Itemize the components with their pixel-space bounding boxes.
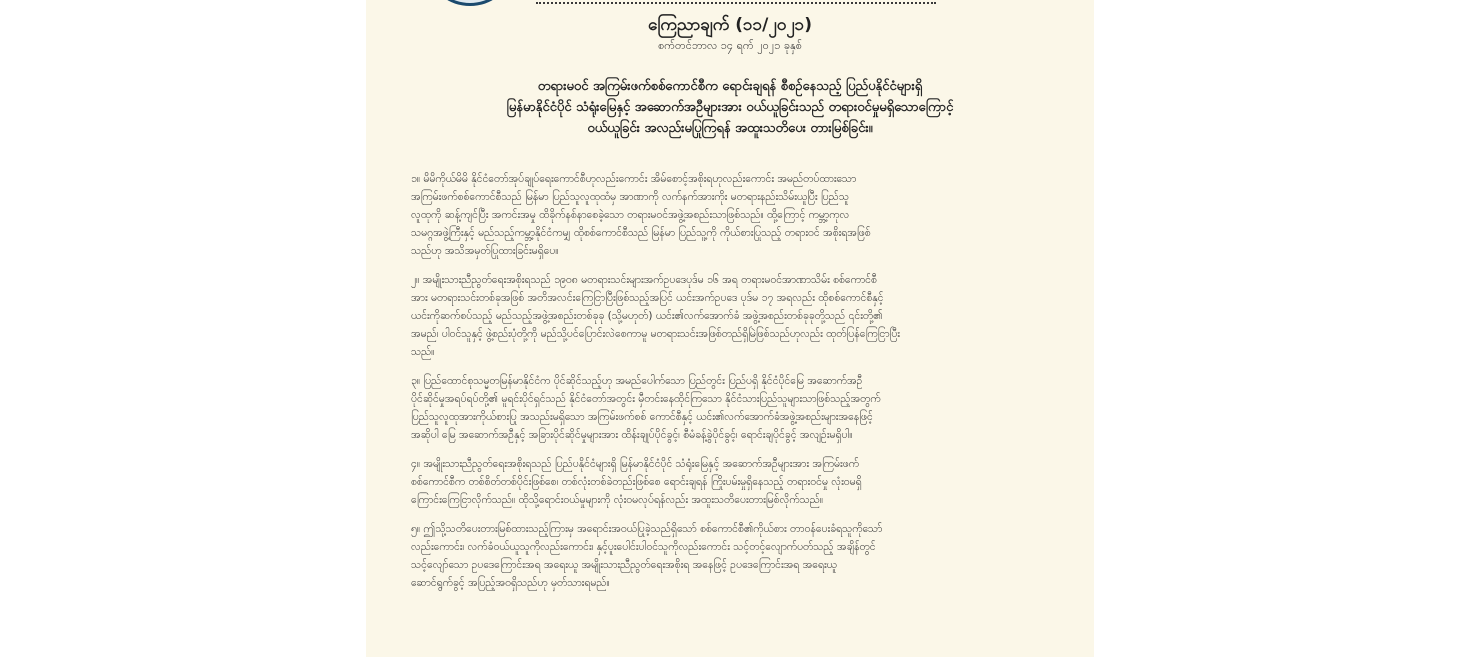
paragraph-line: အကြမ်းဖက်စစ်ကောင်စီသည် မြန်မာ ပြည်သူလူထုထံမှ အာဏာကို လက်နက်အားကိုး မတရားနည်းသိမ်းယူပြီး ပြည်သူ (411, 191, 849, 203)
paragraph-line: ကြောင်းကြေငြာလိုက်သည်။ ထိုသို့ရောင်းဝယ်မှုများကို လုံးဝမလုပ်ရန်လည်း အထူးသတိပေးတားမြစ်လိုက်သည်။ (411, 494, 824, 506)
paragraph-line: ၃။ ပြည်ထောင်စုသမ္မတမြန်မာနိုင်ငံက ပိုင်ဆိုင်သည့်ဟု အမည်ပေါက်သော ပြည်တွင်း ပြည်ပရှိ နိုင်ငံပိုင်မြေ အဆောက်အဦ (411, 375, 863, 387)
paragraph-line: သင့်လျော်သော ဥပဒေကြောင်းအရ အရေးယူ အမျိုးသားညီညွတ်ရေးအစိုးရ အနေဖြင့် ဥပဒေကြောင်းအရ အရေးယူ (411, 559, 837, 571)
headline-line: တရားမဝင် အကြမ်းဖက်စစ်ကောင်စီက ရောင်းချရန် စီစဉ်နေသည့် ပြည်ပနိုင်ငံများရှိ (537, 79, 923, 94)
paragraph-line: သမဂ္ဂအဖွဲ့ကြီးနှင့် မည်သည့်ကမ္ဘာ့နိုင်ငံကမျှ ထိုစစ်ကောင်စီသည် မြန်မာ ပြည်သူ့ကို ကိုယ်စားပြုသည့် တရားဝင် အစိုးရအဖြစ် (411, 227, 871, 239)
government-seal-icon (431, 0, 509, 6)
paragraph-line: ယင်းကိုဆက်စပ်သည့် မည်သည့်အဖွဲ့အစည်းတစ်ခုခု (သို့မဟုတ်) ယင်း၏လက်အောက်ခံ အဖွဲ့အစည်းတစ်ခုခုတို့သည် ၎င်းတို့၏ (411, 310, 883, 322)
paragraph-2 (411, 271, 1051, 361)
paragraph-4 (411, 455, 1051, 509)
document-page (366, 0, 1094, 657)
paragraph-line: ပိုင်ဆိုင်မှုအရပ်ရပ်တို့၏ မူရင်းပိုင်ရှင်သည် နိုင်ငံတော်အတွင်း မှီတင်းနေထိုင်ကြသော နိုင်ငံသားပြည်သူများသာဖြစ်သည့်အတွက် (411, 393, 881, 405)
paragraph-1 (411, 170, 1051, 260)
headline-line: မြန်မာနိုင်ငံပိုင် သံရုံးမြေနှင့် အဆောက်အဦများအား ဝယ်ယူခြင်းသည် တရားဝင်မှုမရှိသောကြောင့် (506, 100, 954, 115)
paragraph-line: အဆိုပါ မြေ အဆောက်အဦနှင့် အခြားပိုင်ဆိုင်မှုများအား ထိန်းချုပ်ပိုင်ခွင့်၊ စီမံခန့်ခွဲပိုင်ခွင့်၊ ရောင်းချပိုင်ခွင့် အလျဉ်းမရှိပါ။ (411, 429, 853, 441)
headline-line: ဝယ်ယူခြင်း အလည်းမပြုကြရန် အထူးသတိပေး တားမြစ်ခြင်း။ (587, 121, 873, 136)
paragraph-line: ၁။ မိမိကိုယ်မိမိ နိုင်ငံတော်အုပ်ချုပ်ရေးကောင်စီဟုလည်းကောင်း အိမ်စောင့်အစိုးရဟုလည်းကောင်း အမည်တပ်ထားသော (411, 173, 857, 185)
paragraph-line: အား မတရားသင်းတစ်ခုအဖြစ် အတိအလင်းကြေငြာပြီးဖြစ်သည့်အပြင် ယင်းအက်ဥပဒေ ပုဒ်မ ၁၇ အရလည်း ထိုစစ်ကောင်စီနှင့် (411, 292, 884, 304)
paragraph-line: စစ်ကောင်စီက တစ်စိတ်တစ်ပိုင်းဖြစ်စေ၊ တစ်လုံးတစ်ခဲတည်းဖြစ်စေ ရောင်းချရန် ကြိုးပမ်းမှုရှိနေသည့် တရားဝင်မှု လုံးဝမရှိ (411, 476, 862, 488)
paragraph-line: ၄။ အမျိုးသားညီညွတ်ရေးအစိုးရသည် ပြည်ပနိုင်ငံများရှိ မြန်မာနိုင်ငံပိုင် သံရုံးမြေနှင့် အဆောက်အဦများအား အကြမ်းဖက် (411, 458, 859, 470)
paragraph-line: သည်။ (411, 346, 435, 358)
paragraph-line: ပြည်သူလူထုအားကိုယ်စားပြု အသည်းမရှိသော အကြမ်းဖက်စစ် ကောင်စီနှင့် ယင်း၏လက်အောက်ခံအဖွဲ့အစည်းများအနေဖြင့် (411, 411, 873, 423)
paragraph-line: လည်းကောင်း၊ လက်ခံဝယ်ယူသူကိုလည်းကောင်း၊ နှင့်ပူးပေါင်းပါဝင်သူကိုလည်းကောင်း သင့်တင့်လျောက်ပတ်သည့် အချိန်တွင် (411, 541, 876, 553)
document-date: စက်တင်ဘာလ ၁၄ ရက် ၂၀၂၁ ခုနှစ် (658, 39, 802, 52)
paragraph-line: လူထုကို ဆန့်ကျင်ပြီး အကင်းအမှု ထိခိုက်နစ်နာစေခဲ့သော တရားမဝင်အဖွဲ့အစည်းသာဖြစ်သည်။ ထို့ကြောင့် ကမ္ဘာ့ကုလ (411, 209, 850, 221)
document-title: ကြေညာချက် (၁၁/၂၀၂၁) (648, 15, 812, 35)
letterhead-strip (536, 0, 936, 4)
document-header (366, 14, 1094, 54)
paragraph-line: ဆောင်ရွက်ခွင့် အပြည့်အဝရှိသည်ဟု မှတ်သားရမည်။ (411, 577, 610, 589)
paragraph-line: သည်ဟု အသိအမှတ်ပြုထားခြင်းမရှိပေ။ (411, 245, 559, 257)
paragraph-line: ၂။ အမျိုးသားညီညွတ်ရေးအစိုးရသည် ၁၉၀၈ မတရားသင်းများအက်ဥပဒေပုဒ်မ ၁၆ အရ တရားမဝင်အာဏာသိမ်း စစ်ကောင်စီ (411, 274, 877, 286)
paragraph-line: ၅။ ဤသို့သတိပေးတားမြစ်ထားသည့်ကြားမှ အရောင်းအဝယ်ပြုခဲ့သည်ရှိသော် စစ်ကောင်စီ၏ကိုယ်စား တာဝန်ပေးခံရသူကိုသော် (411, 523, 883, 535)
paragraph-3 (411, 372, 1051, 444)
document-body (411, 170, 1051, 603)
paragraph-5 (411, 520, 1051, 592)
document-headline (406, 76, 1054, 139)
paragraph-line: အမည်၊ ပါဝင်သူနှင့် ဖွဲ့စည်းပုံတို့ကို မည်သို့ပင်ပြောင်းလဲစေကာမူ မတရားသင်းအဖြစ်တည်ရှိမြဲဖြစ်သည်ဟုလည်း ထုတ်ပြန်ကြေငြာပြီး (411, 328, 900, 340)
